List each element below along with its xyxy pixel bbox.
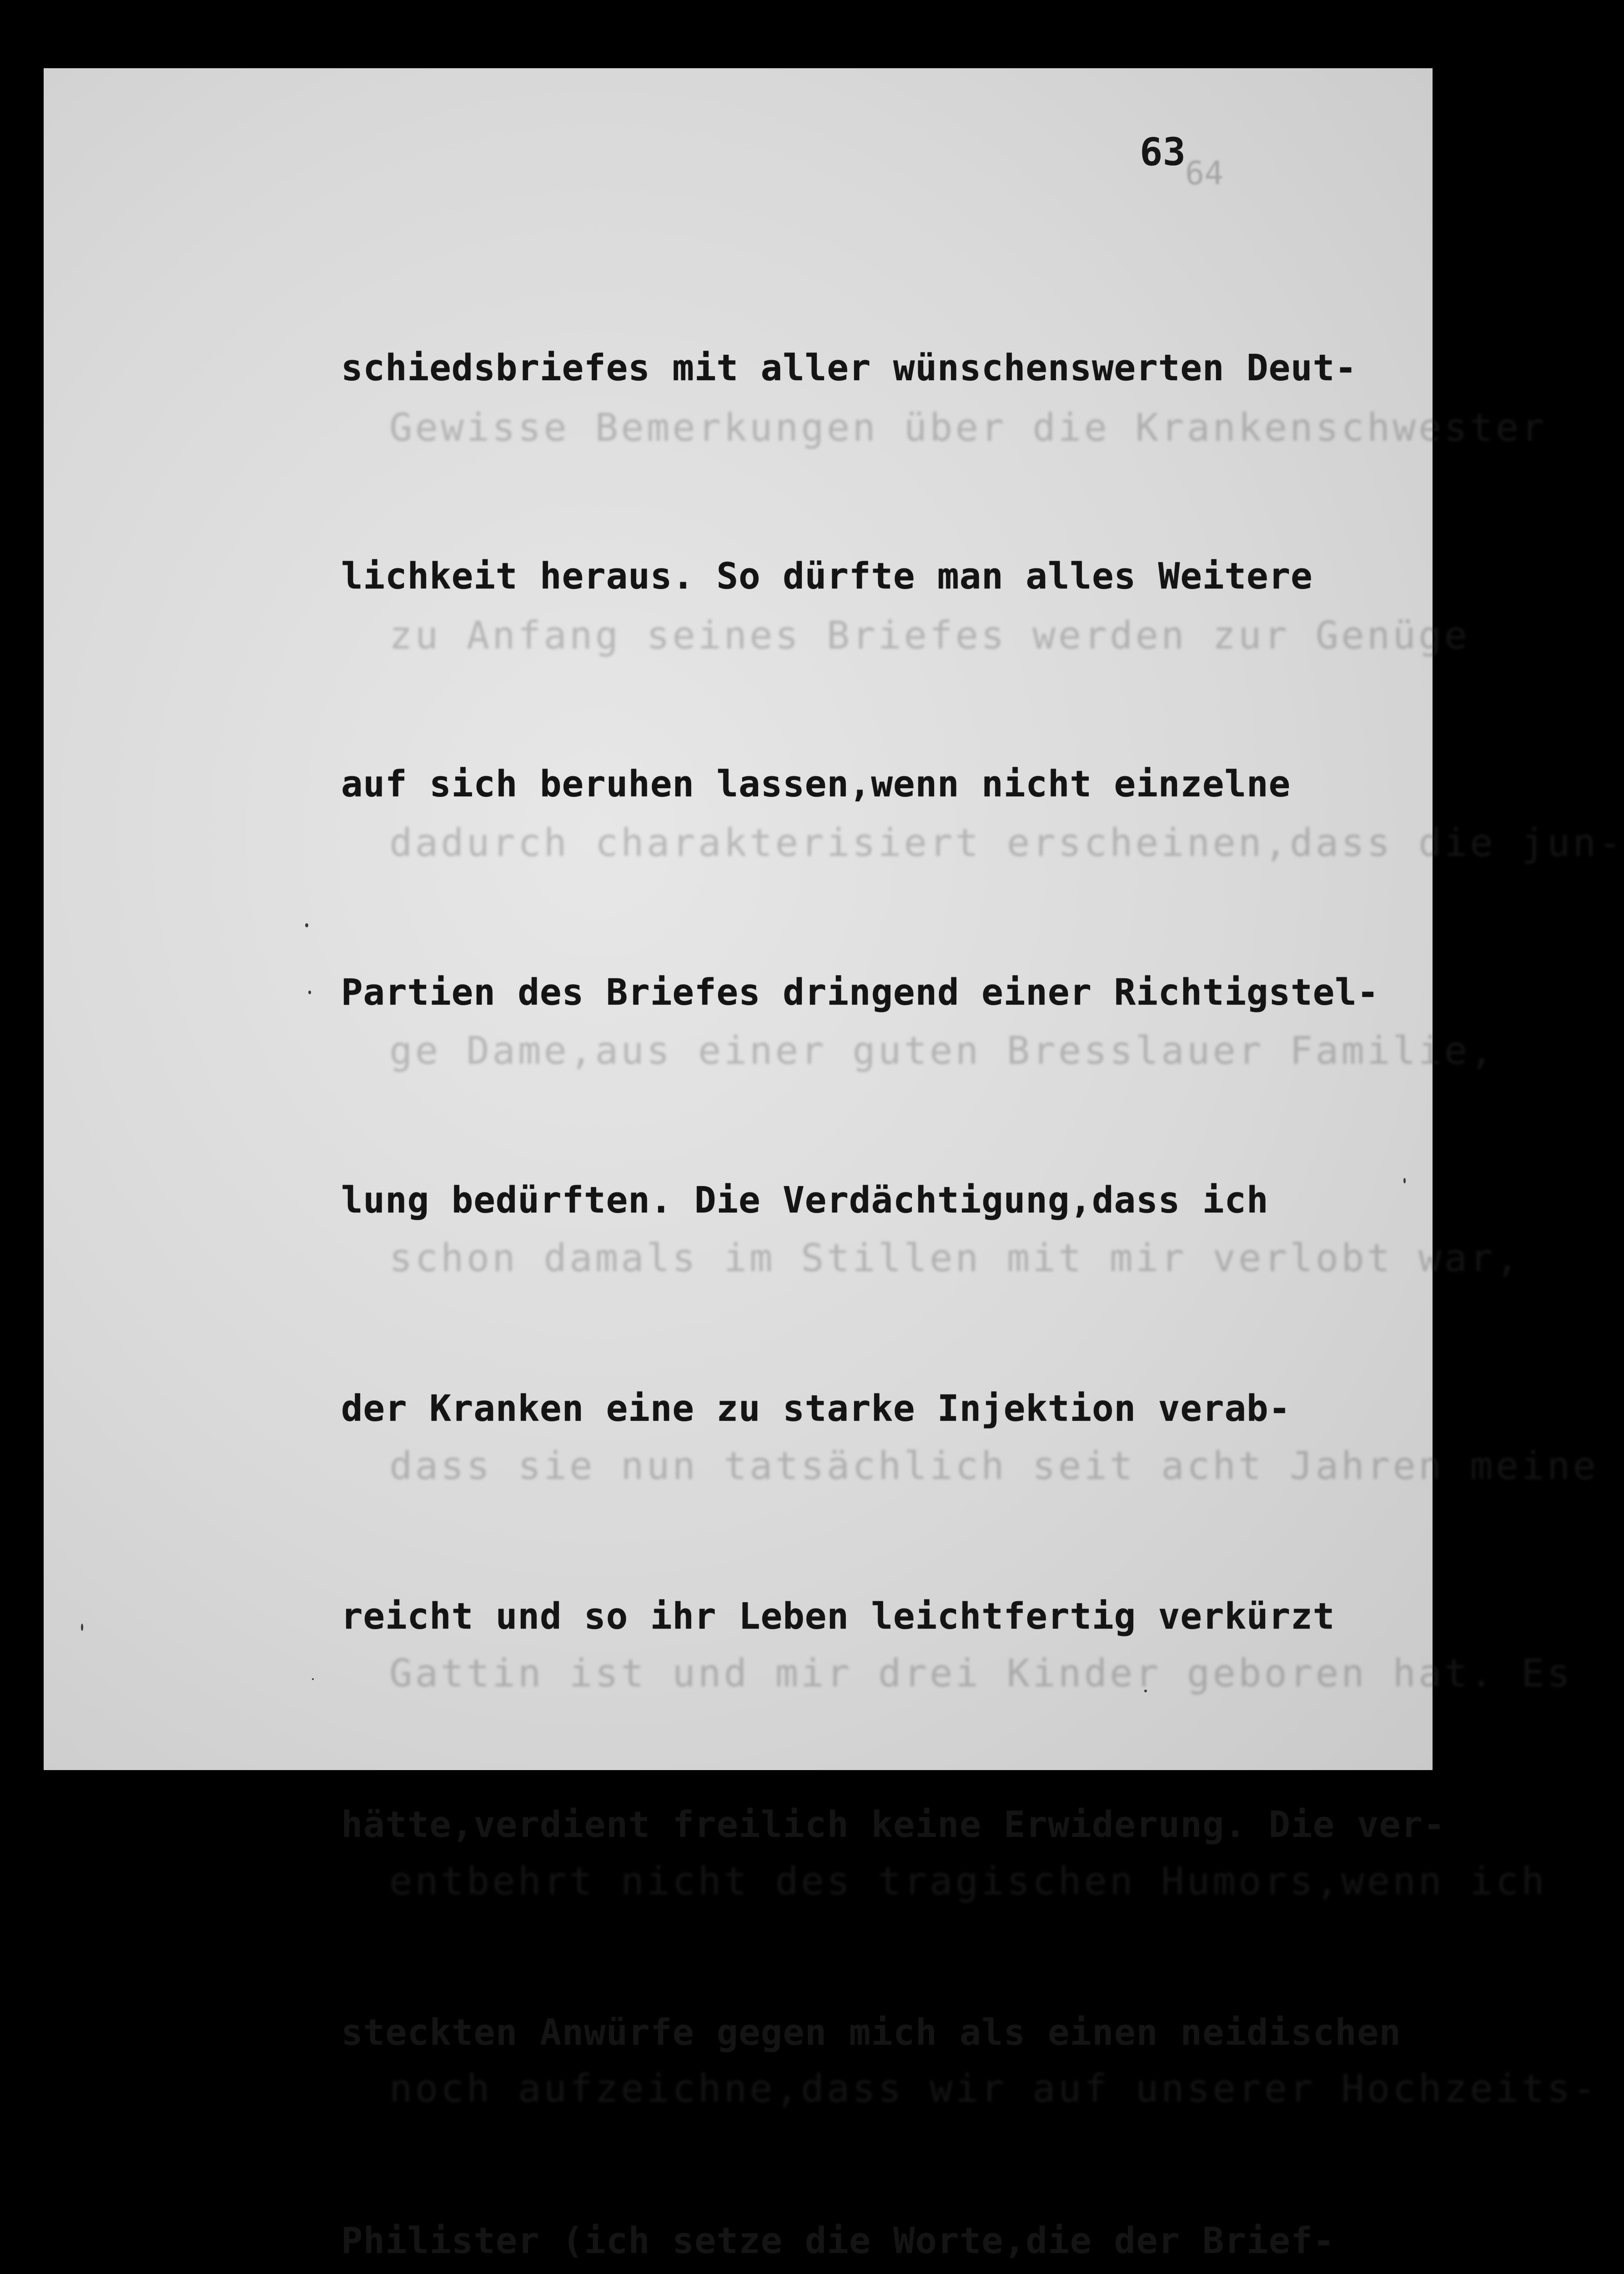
text-line: lung bedürften. Die Verdächtigung,dass ich: [341, 1166, 1460, 1235]
text-line: auf sich beruhen lassen,wenn nicht einzelne: [341, 750, 1460, 819]
scan-speck: [81, 1624, 83, 1631]
text-line: Philister (ich setze die Worte,die der Brief-: [341, 2206, 1460, 2274]
bleed-line: entbehrt nicht des tragischen Humors,wenn ich: [389, 1846, 1426, 1916]
text-line: schiedsbriefes mit aller wünschenswerten Deut-: [341, 333, 1460, 403]
bleed-line: dadurch charakterisiert erscheinen,dass die jun-: [389, 808, 1426, 878]
document-page: [44, 68, 1433, 1770]
text-line: lichkeit heraus. So dürfte man alles Weitere: [341, 542, 1460, 611]
bleed-line: schon damals im Stillen mit mir verlobt war,: [389, 1223, 1426, 1293]
text-line: der Kranken eine zu starke Injektion verab-: [341, 1374, 1460, 1444]
scan-speck: [305, 923, 308, 927]
scan-speck: [312, 1678, 314, 1680]
bleed-through-page-number: 64: [1185, 155, 1223, 192]
scan-speck: [308, 991, 311, 994]
text-line: Partien des Briefes dringend einer Richtigstel-: [341, 958, 1460, 1027]
bleed-line: Gattin ist und mir drei Kinder geboren hat. Es: [389, 1639, 1426, 1708]
bleed-line: zu Anfang seines Briefes werden zur Genüge: [389, 601, 1426, 670]
text-line: steckten Anwürfe gegen mich als einen neidischen: [341, 1998, 1460, 2068]
bleed-line: dass sie nun tatsächlich seit acht Jahren meine: [389, 1431, 1426, 1501]
text-line: reicht und so ihr Leben leichtfertig verkürzt: [341, 1582, 1460, 1651]
typewritten-body: [341, 195, 1460, 2274]
text-line: hätte,verdient freilich keine Erwiderung. Die ver-: [341, 1790, 1460, 1860]
page-number: 63: [1140, 130, 1186, 174]
bleed-line: ge Dame,aus einer guten Bresslauer Familie,: [389, 1016, 1426, 1086]
bleed-line: noch aufzeichne,dass wir auf unserer Hochzeits-: [389, 2054, 1426, 2123]
bleed-line: Gewisse Bemerkungen über die Krankenschwester: [389, 393, 1426, 463]
